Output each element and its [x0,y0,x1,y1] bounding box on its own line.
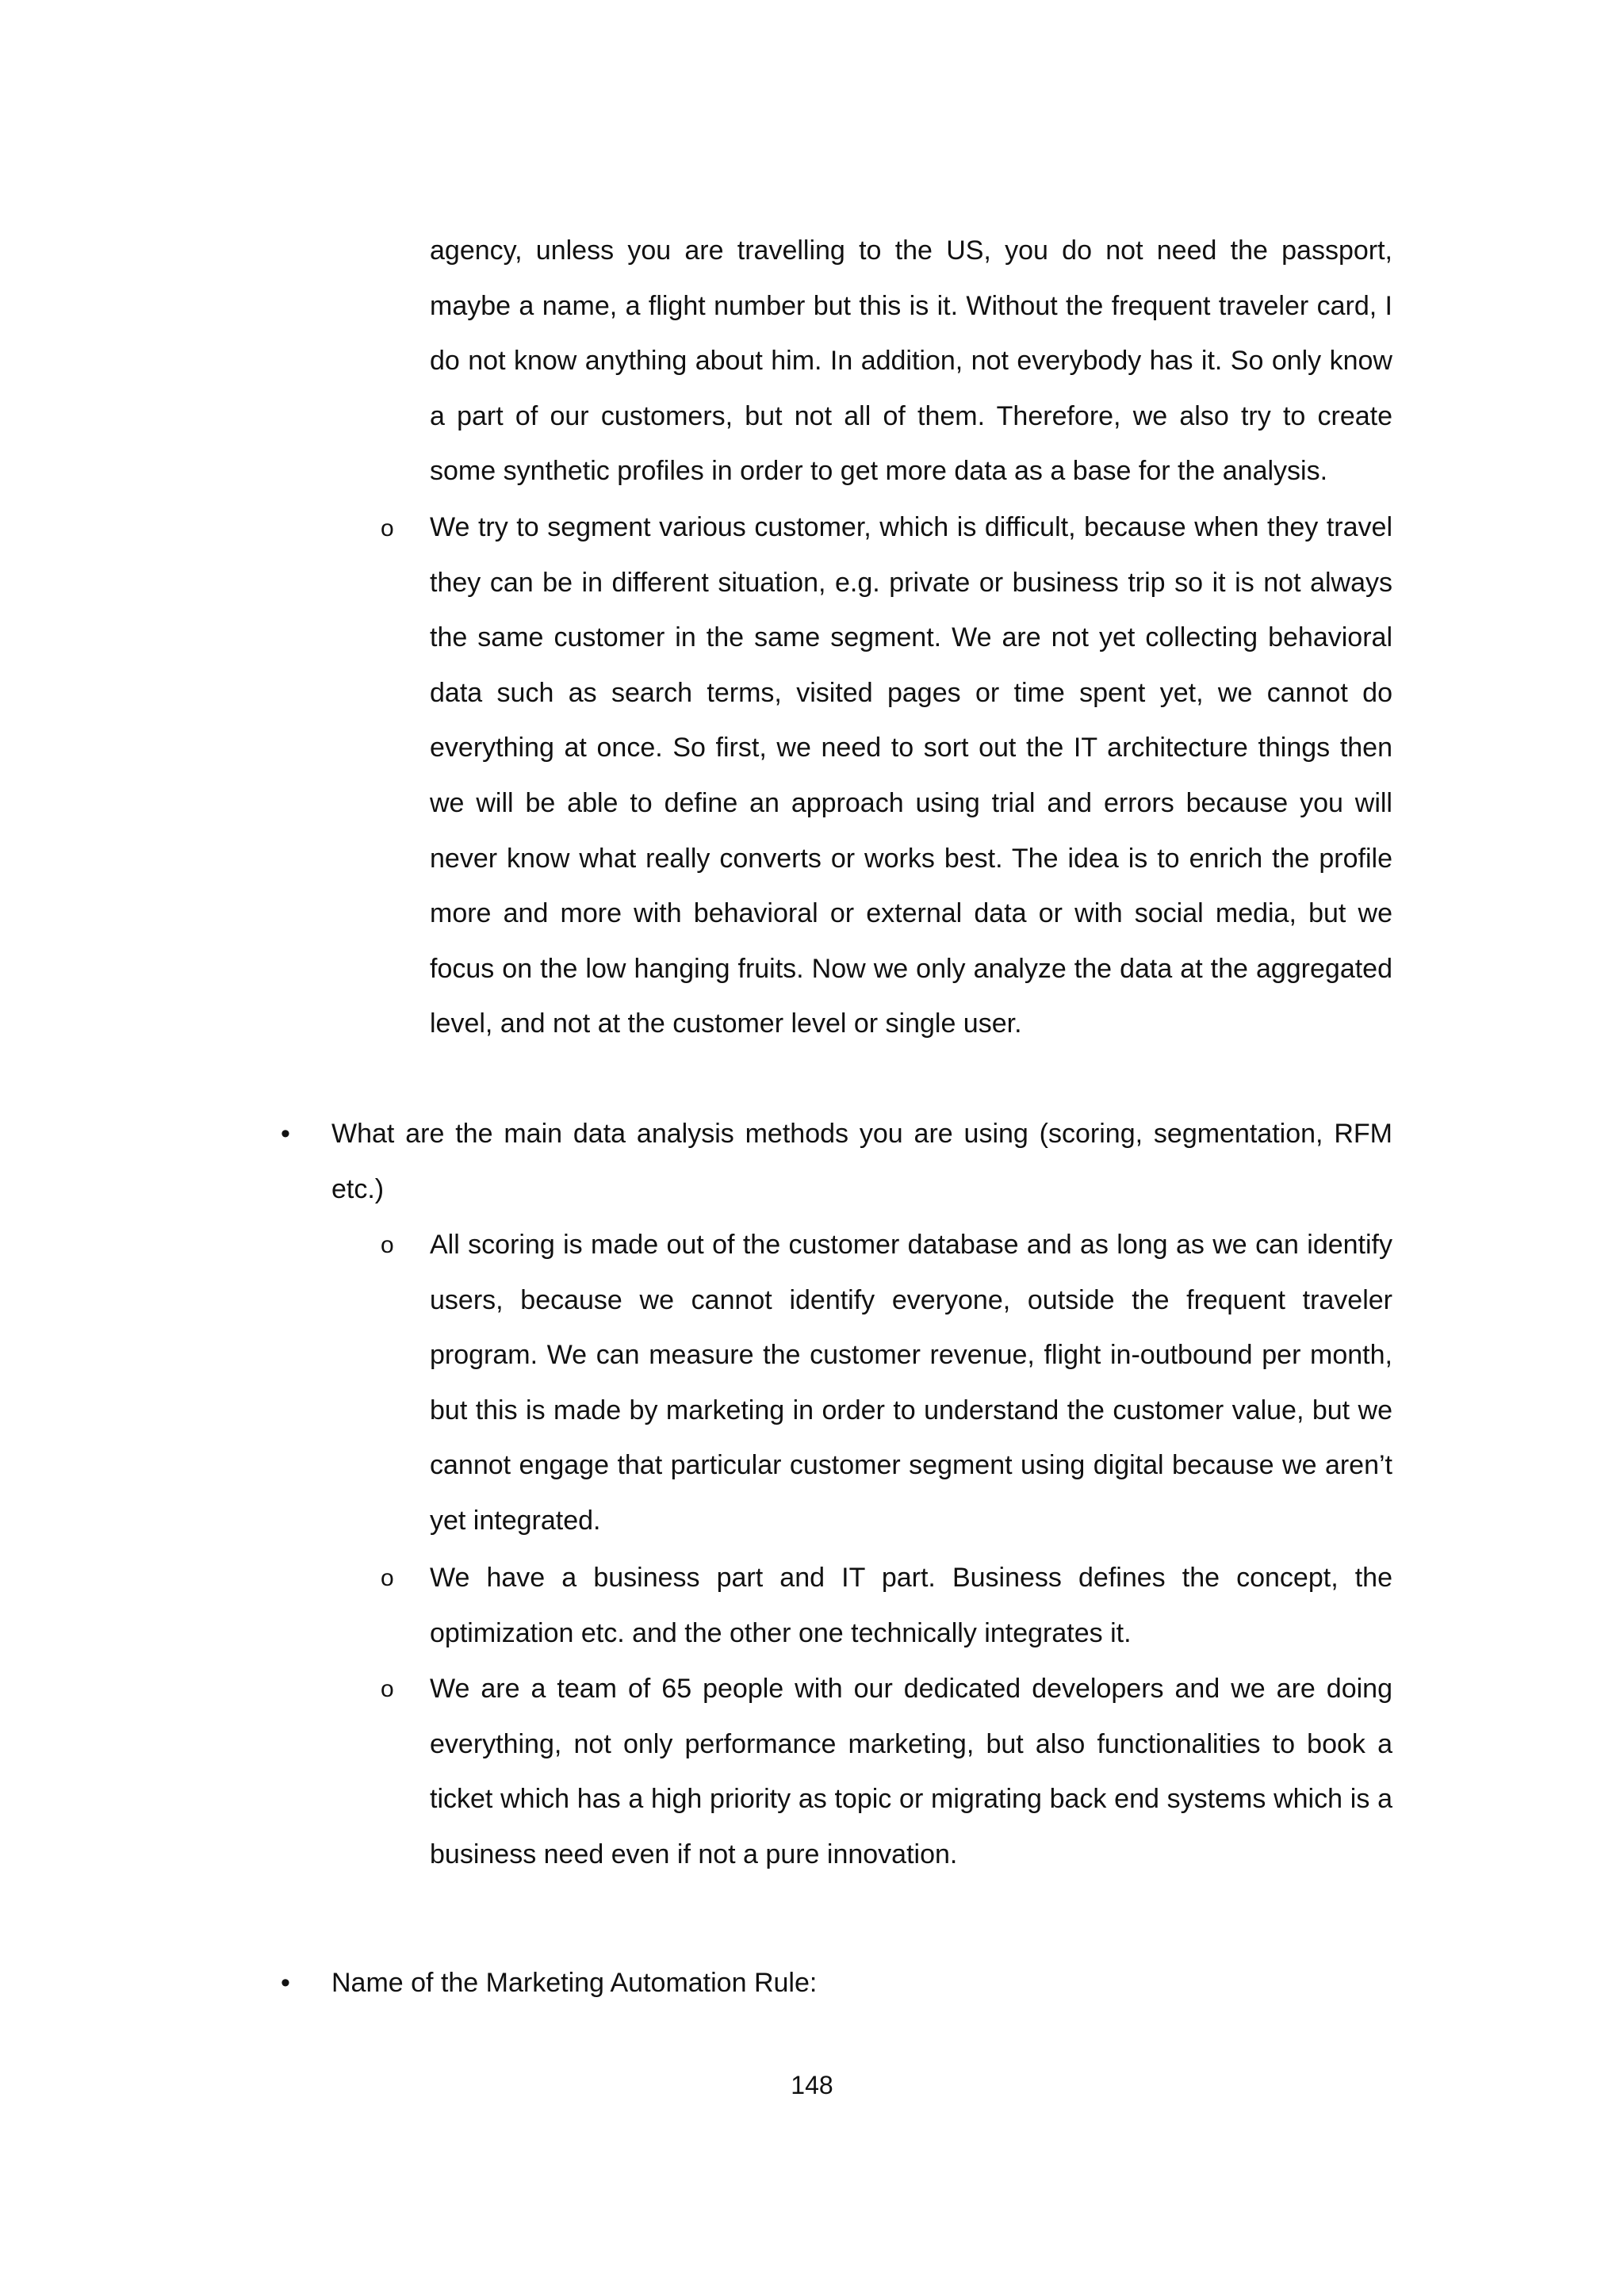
business-it-answer-paragraph: We have a business part and IT part. Business defines the concept, the optimization etc. and the other one technically integrates it. [430,1563,1392,1648]
question-marketing-automation-rule: Name of the Marketing Automation Rule: [331,1968,818,1998]
continuation-paragraph: agency, unless you are travelling to the US, you do not need the passport, maybe a name, a flight number but this is it. Without the frequent traveler card, I do not know anything about him. In addition, not everybody has it. So only know a part of our customers, but not all of them. Therefore, we also try to create some synthetic profiles in order to get more data as a base for the analysis. [430,235,1392,487]
sub-bullet-marker: o [381,1232,394,1258]
segmentation-answer-paragraph: We try to segment various customer, which is difficult, because when they travel they can be in different situation, e.g. private or business trip so it is not always the same customer in the same segment. We are not yet collecting behavioral data such as search terms, visited pages or time spent yet, we cannot do everything at once. So first, we need to sort out the IT architecture things then we will be able to define an approach using trial and errors because you will never know what really converts or works best. The idea is to enrich the profile more and more with behavioral or external data or with social media, but we focus on the low hanging fruits. Now we only analyze the data at the aggregated level, and not at the customer level or single user. [430,512,1392,1039]
sub-bullet-marker: o [381,1676,394,1702]
scoring-answer-paragraph: All scoring is made out of the customer database and as long as we can identify users, because we cannot identify everyone, outside the frequent traveler program. We can measure the customer revenue, flight in-outbound per month, but this is made by marketing in order to understand the customer value, but we cannot engage that particular customer segment using digital because we aren’t yet integrated. [430,1230,1392,1536]
bullet-marker: • [281,1968,290,1998]
bullet-marker: • [281,1119,290,1149]
page-number: 148 [791,2071,833,2099]
team-answer-paragraph: We are a team of 65 people with our dedicated developers and we are doing everything, not only performance marketing, but also functionalities to book a ticket which has a high priority as topic or migrating back end systems which is a business need even if not a pure innovation. [430,1674,1392,1869]
sub-bullet-marker: o [381,1565,394,1591]
question-data-analysis-methods: What are the main data analysis methods you are using (scoring, segmentation, RFM etc.) [331,1119,1392,1204]
sub-bullet-marker: o [381,515,394,541]
